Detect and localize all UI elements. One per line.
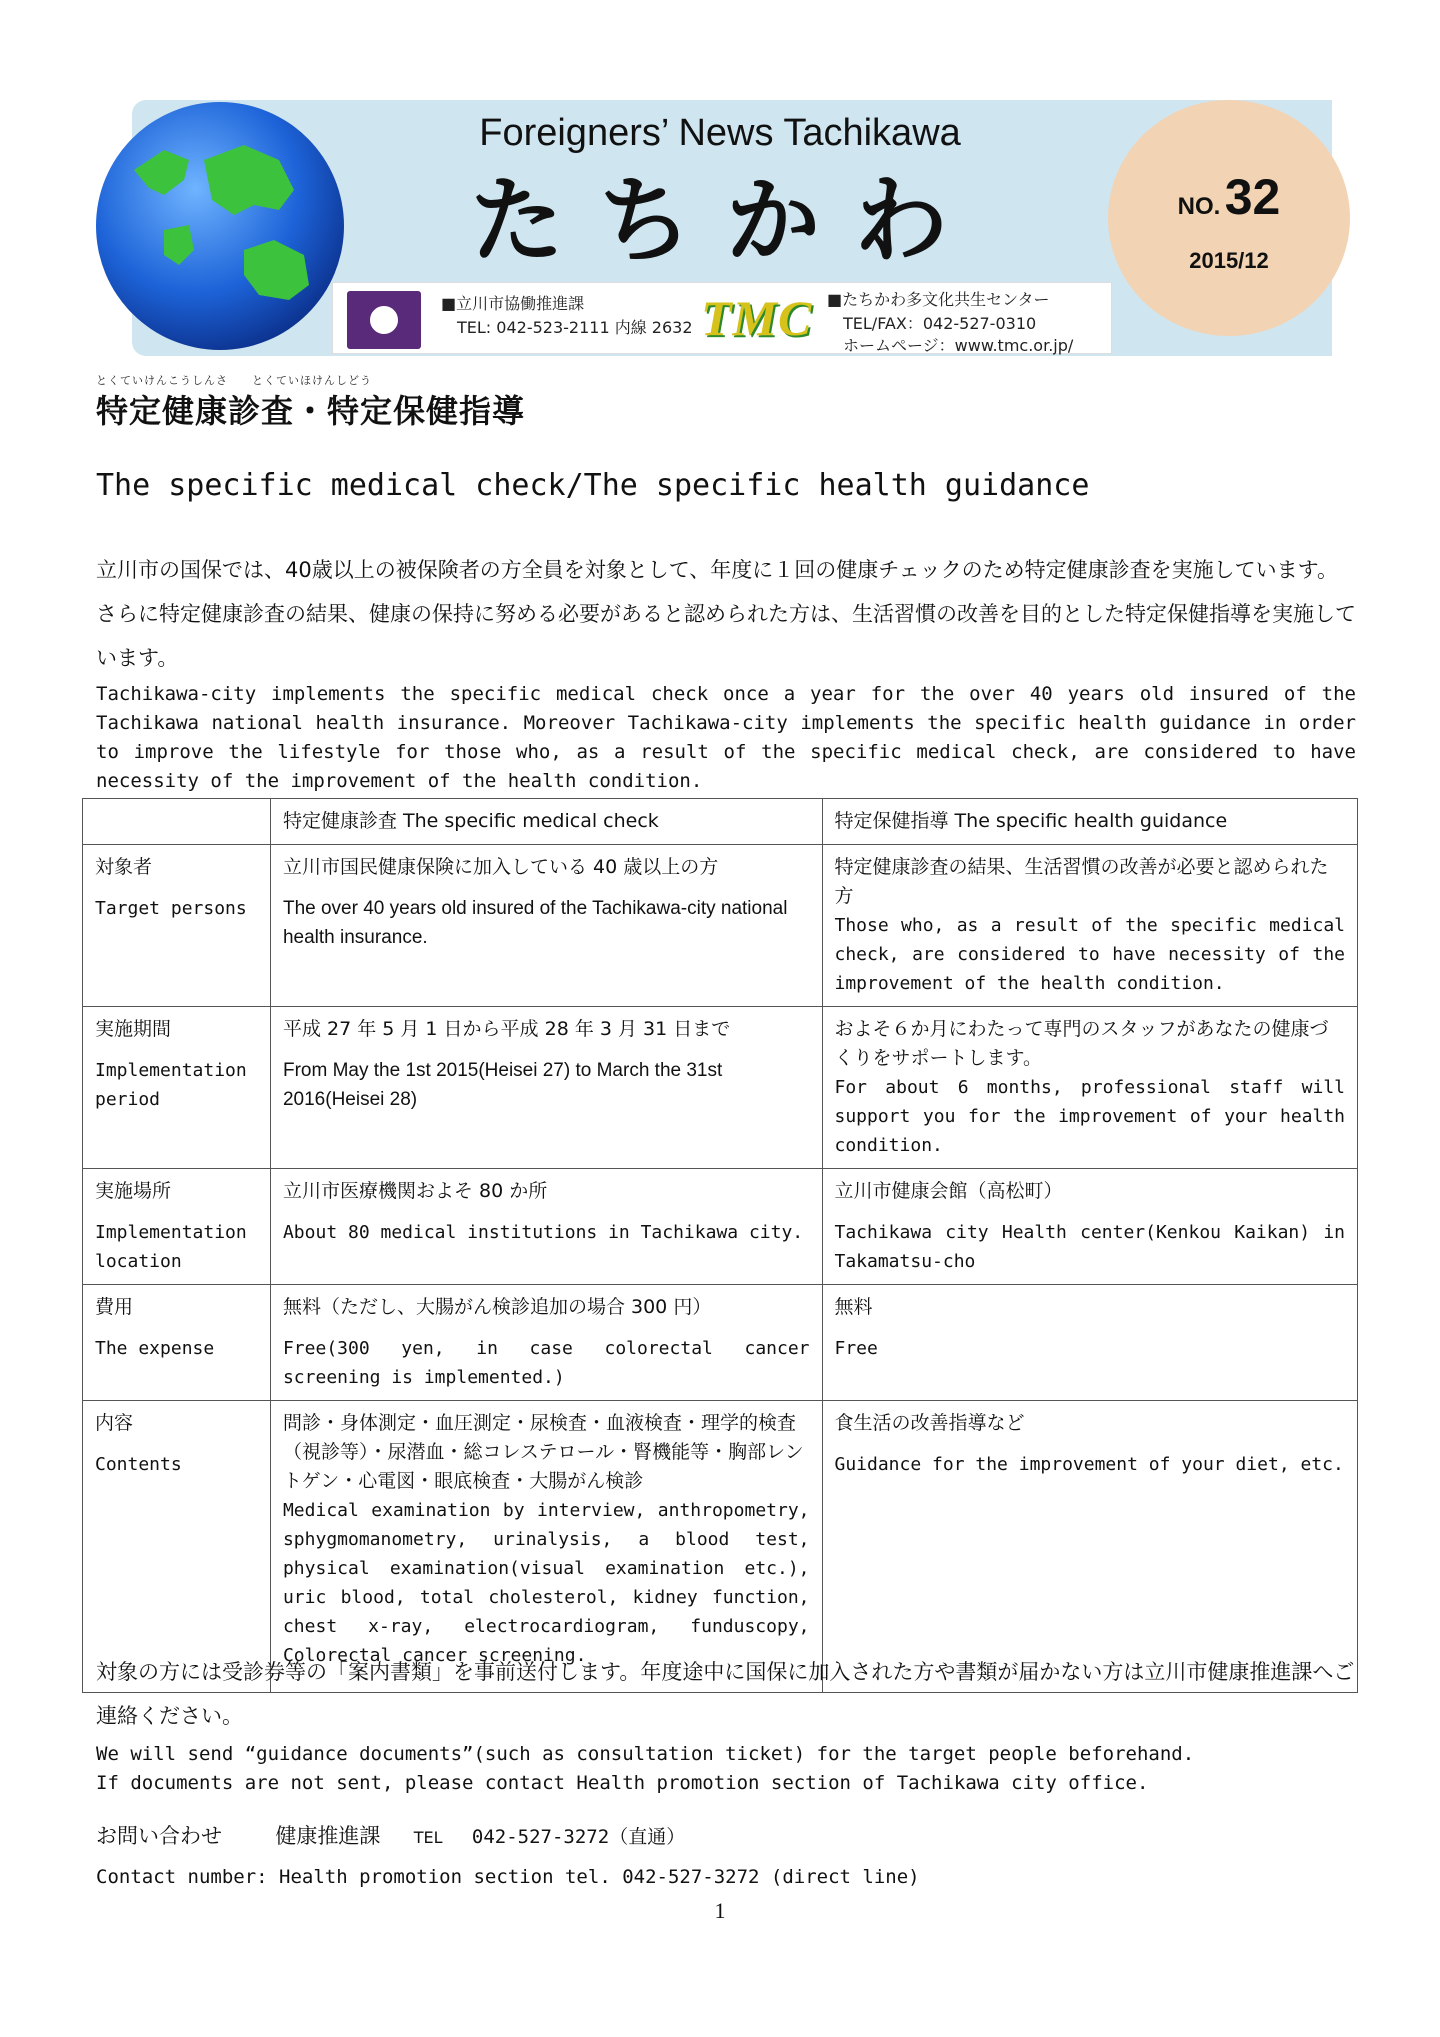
medical-check-target-cell: 立川市国民健康保険に加入している 40 歳以上の方 The over 40 years old insured of the Tachikawa-city national health insurance. bbox=[270, 845, 822, 1007]
program-comparison-table bbox=[82, 798, 1358, 1693]
contact-strip bbox=[332, 282, 1112, 354]
city-office-name: ■立川市協働推進課 bbox=[441, 294, 585, 313]
row-label-target-persons: 対象者 Target persons bbox=[83, 845, 271, 1007]
phone-label: TEL bbox=[413, 1828, 443, 1847]
city-seal-icon bbox=[347, 291, 421, 349]
medical-check-location-cell: 立川市医療機関およそ 80 か所 About 80 medical institutions in Tachikawa city. bbox=[270, 1169, 822, 1285]
page-number: 1 bbox=[714, 1898, 726, 1923]
health-guidance-contents-cell: 食生活の改善指導など Guidance for the improvement of your diet, etc. bbox=[822, 1401, 1358, 1693]
masthead-japanese-title: たちかわ bbox=[470, 167, 983, 276]
article-title-english: The specific medical check/The specific health guidance bbox=[96, 468, 1090, 503]
intro-paragraph-japanese: 立川市の国保では、40歳以上の被保険者の方全員を対象として、年度に１回の健康チェックのため特定健康診査を実施しています。さらに特定健康診査の結果、健康の保持に努める必要があると認められた方は、生活習慣の改善を目的とした特定保健指導を実施しています。 bbox=[96, 558, 1356, 670]
health-guidance-expense-cell: 無料 Free bbox=[822, 1285, 1358, 1401]
row-label-expense: 費用 The expense bbox=[83, 1285, 271, 1401]
table-row bbox=[83, 1285, 1358, 1401]
notice-paragraph-japanese: 対象の方には受診券等の「案内書類」を事前送付します。年度途中に国保に加入された方や書類が届かない方は立川市健康推進課へご連絡ください。 bbox=[96, 1660, 1355, 1728]
notice-line-english-2: If documents are not sent, please contact Health promotion section of Tachikawa city office. bbox=[96, 1772, 1149, 1794]
table-header-row bbox=[83, 799, 1358, 845]
table-row bbox=[83, 1169, 1358, 1285]
row-label-implementation-location: 実施場所 Implementation location bbox=[83, 1169, 271, 1285]
tmc-center-tel: TEL/FAX：042-527-0310 bbox=[843, 314, 1037, 333]
issue-number: 32 bbox=[1224, 169, 1281, 225]
health-guidance-location-cell: 立川市健康会館（高松町） Tachikawa city Health center(Kenkou Kaikan) in Takamatsu-cho bbox=[822, 1169, 1358, 1285]
title-ruby: とくていけんこうしんさ とくていほけんしどう bbox=[96, 374, 372, 387]
inquiry-line bbox=[96, 1820, 685, 1850]
intro-paragraph-english: Tachikawa-city implements the specific medical check once a year for the over 40 years old insured of the Tachikawa national health insurance. Moreover Tachikawa-city implements the specific health guidance in order to improve the lifestyle for those who, as a result of the specific medical check, are considered to have necessity of the improvement of the health condition. bbox=[96, 683, 1356, 792]
health-guidance-target-cell: 特定健康診査の結果、生活習慣の改善が必要と認められた方 Those who, as a result of the specific medical check, are considered to have necessity of the improvement of the health condition. bbox=[822, 845, 1358, 1007]
table-corner-cell bbox=[83, 799, 271, 845]
row-label-contents: 内容 Contents bbox=[83, 1401, 271, 1693]
inquiry-label: お問い合わせ bbox=[96, 1824, 222, 1848]
row-label-implementation-period: 実施期間 Implementation period bbox=[83, 1007, 271, 1169]
inquiry-phone-number[interactable]: 042-527-3272（直通） bbox=[471, 1826, 686, 1848]
health-guidance-column-header: 特定保健指導 The specific health guidance bbox=[822, 799, 1358, 845]
city-office-tel: TEL: 042-523-2111 内線 2632 bbox=[457, 318, 693, 337]
issue-badge bbox=[1108, 100, 1350, 336]
medical-check-expense-cell: 無料（ただし、大腸がん検診追加の場合 300 円） Free(300 yen, in case colorectal cancer screening is implemented.) bbox=[270, 1285, 822, 1401]
table-row bbox=[83, 1007, 1358, 1169]
medical-check-period-cell: 平成 27 年 5 月 1 日から平成 28 年 3 月 31 日まで From May the 1st 2015(Heisei 27) to March the 31st 2016(Heisei 28) bbox=[270, 1007, 822, 1169]
issue-label: NO. bbox=[1177, 193, 1221, 220]
table-row bbox=[83, 845, 1358, 1007]
health-guidance-period-cell: およそ６か月にわたって専門のスタッフがあなたの健康づくりをサポートします。 For about 6 months, professional staff will support you for the improvement of your health condition. bbox=[822, 1007, 1358, 1169]
tmc-logo: TMC bbox=[701, 290, 813, 346]
article-title-japanese: 特定健康診査・特定保健指導 bbox=[96, 392, 526, 430]
issue-date: 2015/12 bbox=[1189, 248, 1269, 273]
contact-number-english: Contact number: Health promotion section tel. 042-527-3272 (direct line) bbox=[96, 1866, 920, 1888]
masthead-english-title: Foreigners’ News Tachikawa bbox=[479, 112, 961, 154]
tmc-center-name: ■たちかわ多文化共生センター bbox=[827, 290, 1050, 309]
notice-line-english-1: We will send “guidance documents”(such as consultation ticket) for the target people beforehand. bbox=[96, 1743, 1195, 1765]
tmc-homepage-link[interactable]: ホームページ：www.tmc.or.jp/ bbox=[843, 336, 1074, 355]
medical-check-contents-cell: 問診・身体測定・血圧測定・尿検査・血液検査・理学的検査（視診等）・尿潜血・総コレステロール・腎機能等・胸部レントゲン・心電図・眼底検査・大腸がん検診 Medical examination by interview, anthropometry, sphygmomanometry, urinalysis, a blood test, physical examination(visual examination etc.), uric blood, total cholesterol, kidney function, chest x-ray, electrocardiogram, funduscopy, Colorectal cancer screening. bbox=[270, 1401, 822, 1693]
inquiry-section: 健康推進課 bbox=[275, 1824, 381, 1848]
table-row bbox=[83, 1401, 1358, 1693]
medical-check-column-header: 特定健康診査 The specific medical check bbox=[270, 799, 822, 845]
